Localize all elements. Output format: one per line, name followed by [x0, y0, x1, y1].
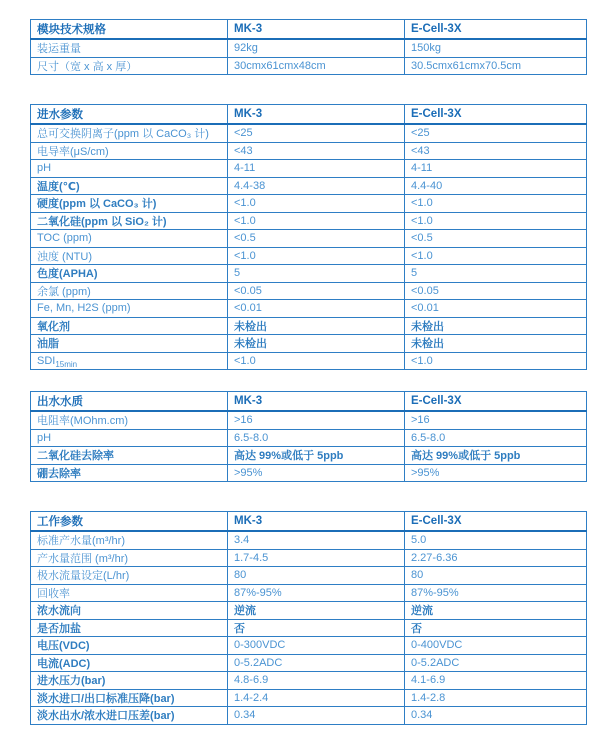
- value-mk3: 80: [228, 567, 405, 585]
- table-row: [31, 602, 587, 620]
- table-row: [31, 177, 587, 195]
- value-mk3: <0.05: [228, 282, 405, 300]
- value-mk3: 未检出: [228, 335, 405, 353]
- param-cell: 电阻率(MOhm.cm): [31, 411, 228, 429]
- table-row: [31, 124, 587, 142]
- table-row: [31, 57, 587, 75]
- value-mk3: <1.0: [228, 247, 405, 265]
- value-mk3: <43: [228, 142, 405, 160]
- column-header-ecell3x: E-Cell-3X: [405, 20, 587, 40]
- table-title: 工作参数: [31, 512, 228, 532]
- param-text: SDI: [37, 354, 56, 367]
- value-mk3: 否: [228, 619, 405, 637]
- table-row: [31, 654, 587, 672]
- spec-tables: [30, 19, 586, 725]
- table-row: [31, 411, 587, 429]
- value-ecell3x: 否: [405, 619, 587, 637]
- table-row: [31, 567, 587, 585]
- column-header-mk3: MK-3: [228, 392, 405, 412]
- value-ecell3x: <0.5: [405, 230, 587, 248]
- value-mk3: >95%: [228, 464, 405, 482]
- param-cell: TOC (ppm): [31, 230, 228, 248]
- table-row: [31, 672, 587, 690]
- table-row: [31, 619, 587, 637]
- spec-table-operating-parameters: [30, 511, 587, 725]
- value-mk3: >16: [228, 411, 405, 429]
- table-row: [31, 212, 587, 230]
- param-subscript: 15min: [55, 359, 78, 369]
- value-mk3: 逆流: [228, 602, 405, 620]
- table-row: [31, 317, 587, 335]
- param-cell: 油脂: [31, 335, 228, 353]
- spec-table-feed-water-parameters: [30, 104, 587, 370]
- param-cell: pH: [31, 160, 228, 178]
- param-cell: 总可交换阴离子(ppm 以 CaCO₃ 计): [31, 124, 228, 142]
- table-title: 模块技术规格: [31, 20, 228, 40]
- value-ecell3x: 逆流: [405, 602, 587, 620]
- param-cell: 硬度(ppm 以 CaCO₃ 计): [31, 195, 228, 213]
- column-header-ecell3x: E-Cell-3X: [405, 512, 587, 532]
- param-cell: 淡水出水/浓水进口压差(bar): [31, 707, 228, 725]
- table-title: 进水参数: [31, 105, 228, 125]
- param-cell: 浓水流向: [31, 602, 228, 620]
- value-ecell3x: 4.4-40: [405, 177, 587, 195]
- param-cell: 装运重量: [31, 39, 228, 57]
- column-header-mk3: MK-3: [228, 105, 405, 125]
- param-cell: 氧化剂: [31, 317, 228, 335]
- header-row: [31, 105, 587, 125]
- value-mk3: 5: [228, 265, 405, 283]
- value-ecell3x: 150kg: [405, 39, 587, 57]
- value-mk3: <0.5: [228, 230, 405, 248]
- table-row: [31, 464, 587, 482]
- table-row: [31, 247, 587, 265]
- table-row: [31, 707, 587, 725]
- header-row: [31, 20, 587, 40]
- value-ecell3x: 未检出: [405, 335, 587, 353]
- value-mk3: 1.4-2.4: [228, 689, 405, 707]
- value-ecell3x: 87%-95%: [405, 584, 587, 602]
- param-cell: 硼去除率: [31, 464, 228, 482]
- value-ecell3x: 5: [405, 265, 587, 283]
- param-cell: 色度(APHA): [31, 265, 228, 283]
- value-ecell3x: 0.34: [405, 707, 587, 725]
- table-row: [31, 689, 587, 707]
- value-ecell3x: <25: [405, 124, 587, 142]
- value-ecell3x: 1.4-2.8: [405, 689, 587, 707]
- table-row: [31, 531, 587, 549]
- table-row: [31, 584, 587, 602]
- value-mk3: 3.4: [228, 531, 405, 549]
- value-mk3: <0.01: [228, 300, 405, 318]
- value-ecell3x: 30.5cmx61cmx70.5cm: [405, 57, 587, 75]
- table-title: 出水水质: [31, 392, 228, 412]
- value-mk3: 4.4-38: [228, 177, 405, 195]
- value-mk3: 4-11: [228, 160, 405, 178]
- column-header-mk3: MK-3: [228, 512, 405, 532]
- value-ecell3x: 6.5-8.0: [405, 429, 587, 447]
- spec-table-module-specs: [30, 19, 587, 75]
- value-ecell3x: 5.0: [405, 531, 587, 549]
- param-cell: 标准产水量(m³/hr): [31, 531, 228, 549]
- value-ecell3x: <1.0: [405, 352, 587, 370]
- value-ecell3x: 80: [405, 567, 587, 585]
- value-mk3: 4.8-6.9: [228, 672, 405, 690]
- param-cell: 进水压力(bar): [31, 672, 228, 690]
- param-cell: 淡水进口/出口标准压降(bar): [31, 689, 228, 707]
- value-ecell3x: <1.0: [405, 247, 587, 265]
- value-ecell3x: 高达 99%或低于 5ppb: [405, 447, 587, 465]
- value-mk3: 未检出: [228, 317, 405, 335]
- value-mk3: <1.0: [228, 352, 405, 370]
- value-ecell3x: >95%: [405, 464, 587, 482]
- spec-table-product-water-quality: [30, 391, 587, 482]
- table-row: [31, 429, 587, 447]
- param-cell: 电导率(μS/cm): [31, 142, 228, 160]
- table-row: [31, 300, 587, 318]
- param-cell: 电压(VDC): [31, 637, 228, 655]
- header-row: [31, 512, 587, 532]
- table-row: [31, 549, 587, 567]
- param-cell: 余氯 (ppm): [31, 282, 228, 300]
- value-mk3: 30cmx61cmx48cm: [228, 57, 405, 75]
- value-ecell3x: <1.0: [405, 212, 587, 230]
- value-ecell3x: 未检出: [405, 317, 587, 335]
- value-ecell3x: <43: [405, 142, 587, 160]
- value-mk3: 0-300VDC: [228, 637, 405, 655]
- header-row: [31, 392, 587, 412]
- param-cell: 回收率: [31, 584, 228, 602]
- table-row: [31, 282, 587, 300]
- table-row: [31, 447, 587, 465]
- param-cell: pH: [31, 429, 228, 447]
- value-mk3: 高达 99%或低于 5ppb: [228, 447, 405, 465]
- param-cell: 是否加盐: [31, 619, 228, 637]
- table-row: [31, 265, 587, 283]
- column-header-ecell3x: E-Cell-3X: [405, 105, 587, 125]
- param-cell: 二氧化硅去除率: [31, 447, 228, 465]
- param-cell: 二氧化硅(ppm 以 SiO₂ 计): [31, 212, 228, 230]
- value-ecell3x: 0-5.2ADC: [405, 654, 587, 672]
- value-mk3: 6.5-8.0: [228, 429, 405, 447]
- value-mk3: <1.0: [228, 195, 405, 213]
- table-row: [31, 352, 587, 370]
- param-cell: 温度(℃): [31, 177, 228, 195]
- table-row: [31, 142, 587, 160]
- param-cell: Fe, Mn, H2S (ppm): [31, 300, 228, 318]
- table-row: [31, 39, 587, 57]
- value-ecell3x: 0-400VDC: [405, 637, 587, 655]
- param-cell: [31, 352, 228, 370]
- table-row: [31, 160, 587, 178]
- param-cell: 产水量范围 (m³/hr): [31, 549, 228, 567]
- value-mk3: 87%-95%: [228, 584, 405, 602]
- param-cell: 尺寸（宽 x 高 x 厚）: [31, 57, 228, 75]
- param-cell: 极水流量设定(L/hr): [31, 567, 228, 585]
- table-row: [31, 335, 587, 353]
- table-row: [31, 195, 587, 213]
- table-row: [31, 637, 587, 655]
- value-mk3: <1.0: [228, 212, 405, 230]
- value-mk3: 1.7-4.5: [228, 549, 405, 567]
- column-header-mk3: MK-3: [228, 20, 405, 40]
- value-ecell3x: <0.01: [405, 300, 587, 318]
- value-ecell3x: 4.1-6.9: [405, 672, 587, 690]
- table-row: [31, 230, 587, 248]
- value-ecell3x: 4-11: [405, 160, 587, 178]
- value-ecell3x: >16: [405, 411, 587, 429]
- value-mk3: 0.34: [228, 707, 405, 725]
- value-ecell3x: <1.0: [405, 195, 587, 213]
- value-mk3: 0-5.2ADC: [228, 654, 405, 672]
- value-ecell3x: 2.27-6.36: [405, 549, 587, 567]
- param-cell: 电流(ADC): [31, 654, 228, 672]
- value-mk3: <25: [228, 124, 405, 142]
- value-ecell3x: <0.05: [405, 282, 587, 300]
- column-header-ecell3x: E-Cell-3X: [405, 392, 587, 412]
- value-mk3: 92kg: [228, 39, 405, 57]
- param-cell: 浊度 (NTU): [31, 247, 228, 265]
